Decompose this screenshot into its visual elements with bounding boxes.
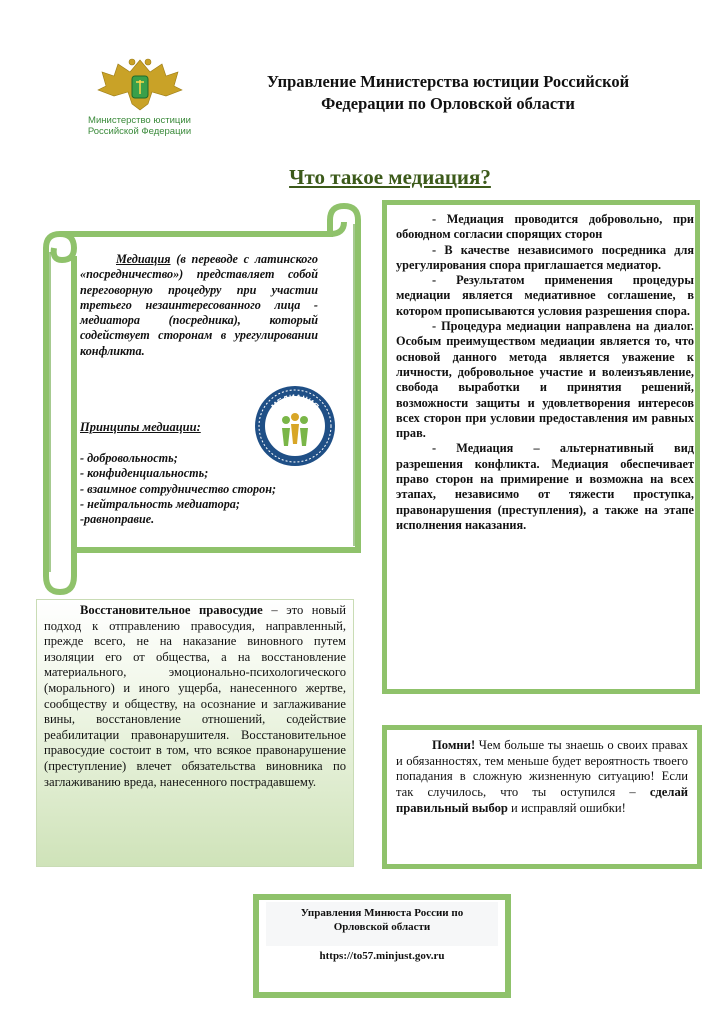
logo-caption-line1: Министерство юстиции [88,115,191,126]
remember-text [396,738,688,817]
restorative-term: Восстановительное правосудие [80,603,263,617]
mediation-emblem-icon [253,384,337,468]
list-item: -равноправие. [80,512,155,527]
org-title-line2: Федерации по Орловской области [321,94,575,113]
restorative-justice-text [44,603,346,790]
list-item: - взаимное сотрудничество сторон; [80,481,277,496]
page-title: Что такое медиация? [289,165,491,189]
mediation-term: Медиация [116,252,171,266]
footer-org-line1: Управления Минюста России по [300,907,464,919]
facts-paragraph-5: - Медиация – альтернативный вид разрешения конфликта. Медиация обеспечивает право сторон на примирение и возможна на всех этапах, независимо от тяжести проступка, правонарушения (преступления), а также на этапе исполнения наказания. [396,441,694,532]
remember-text-part2: и исправляй ошибки! [507,800,626,815]
org-title-line1: Управление Министерства юстиции Российской [266,72,630,91]
logo-caption-line2: Российской Федерации [87,126,192,137]
facts-paragraph-4: - Процедура медиации направлена на диалог. Особым преимуществом медиации является то, что основой данного метода является уважение к личности, добровольное участие и волеизъявление, свобода выработки и принятия решений, возможности защиты и удовлетворения интересов всех сторон при условии предоставления им равных прав. [396,319,694,441]
organization-title [238,71,658,115]
mediation-definition [80,252,318,359]
mediation-definition-text: (в переводе с латинского «посредничество») представляет собой переговорную процедуру при участии третьего незаинтересованного лица - медиатора (посредника), который содействует сторонам в урегулировании конфликта. [80,252,318,358]
remember-lead: Помни! [432,738,476,752]
list-item: - нейтральность медиатора; [80,496,240,511]
remember-text-part1: Чем больше ты знаешь о своих правах и обязанностях, тем меньше будет вероятность твоего попадания в сложную жизненную ситуацию! Если так случилось, что ты оступился – [396,738,688,800]
emblem-label: МЕДИАЦИЯ [269,392,321,412]
facts-paragraph-1: - Медиация проводится добровольно, при обоюдном согласии спорящих сторон [396,212,694,242]
restorative-definition: – это новый подход к отправлению правосудия, направленный, прежде всего, не на наказание виновного путем изоляции его от общества, а на восстановление материального, эмоционально-психологического (морального) и иного ущерба, нанесенного жертве, сообществу и обществу, на осознание и заглаживание вины, восстановление отношений, содействие реабилитации правонарушителя. Восстановительное правосудие состоит в том, что всякое правонарушение (преступление) влечет обязательства виновника по заглаживанию вреда, нанесенного пострадавшему. [44,603,346,789]
logo-caption [72,115,207,137]
list-item: - добровольность; [80,451,178,465]
remember-bold: сделай правильный выбор [396,785,688,815]
principles-title: Принципы медиации: [80,420,201,434]
footer-org-line2: Орловской области [333,921,431,933]
mediation-facts-text [396,212,694,533]
footer-url-link[interactable]: https://to57.minjust.gov.ru [319,950,445,962]
facts-paragraph-2: - В качестве независимого посредника для урегулирования спора приглашается медиатор. [396,242,694,272]
facts-paragraph-3: - Результатом применения процедуры медиации является медиативное соглашение, в котором прописываются условия разрешения спора. [396,273,694,318]
footer-organization [266,906,498,934]
list-item: - конфиденциальность; [80,466,209,481]
